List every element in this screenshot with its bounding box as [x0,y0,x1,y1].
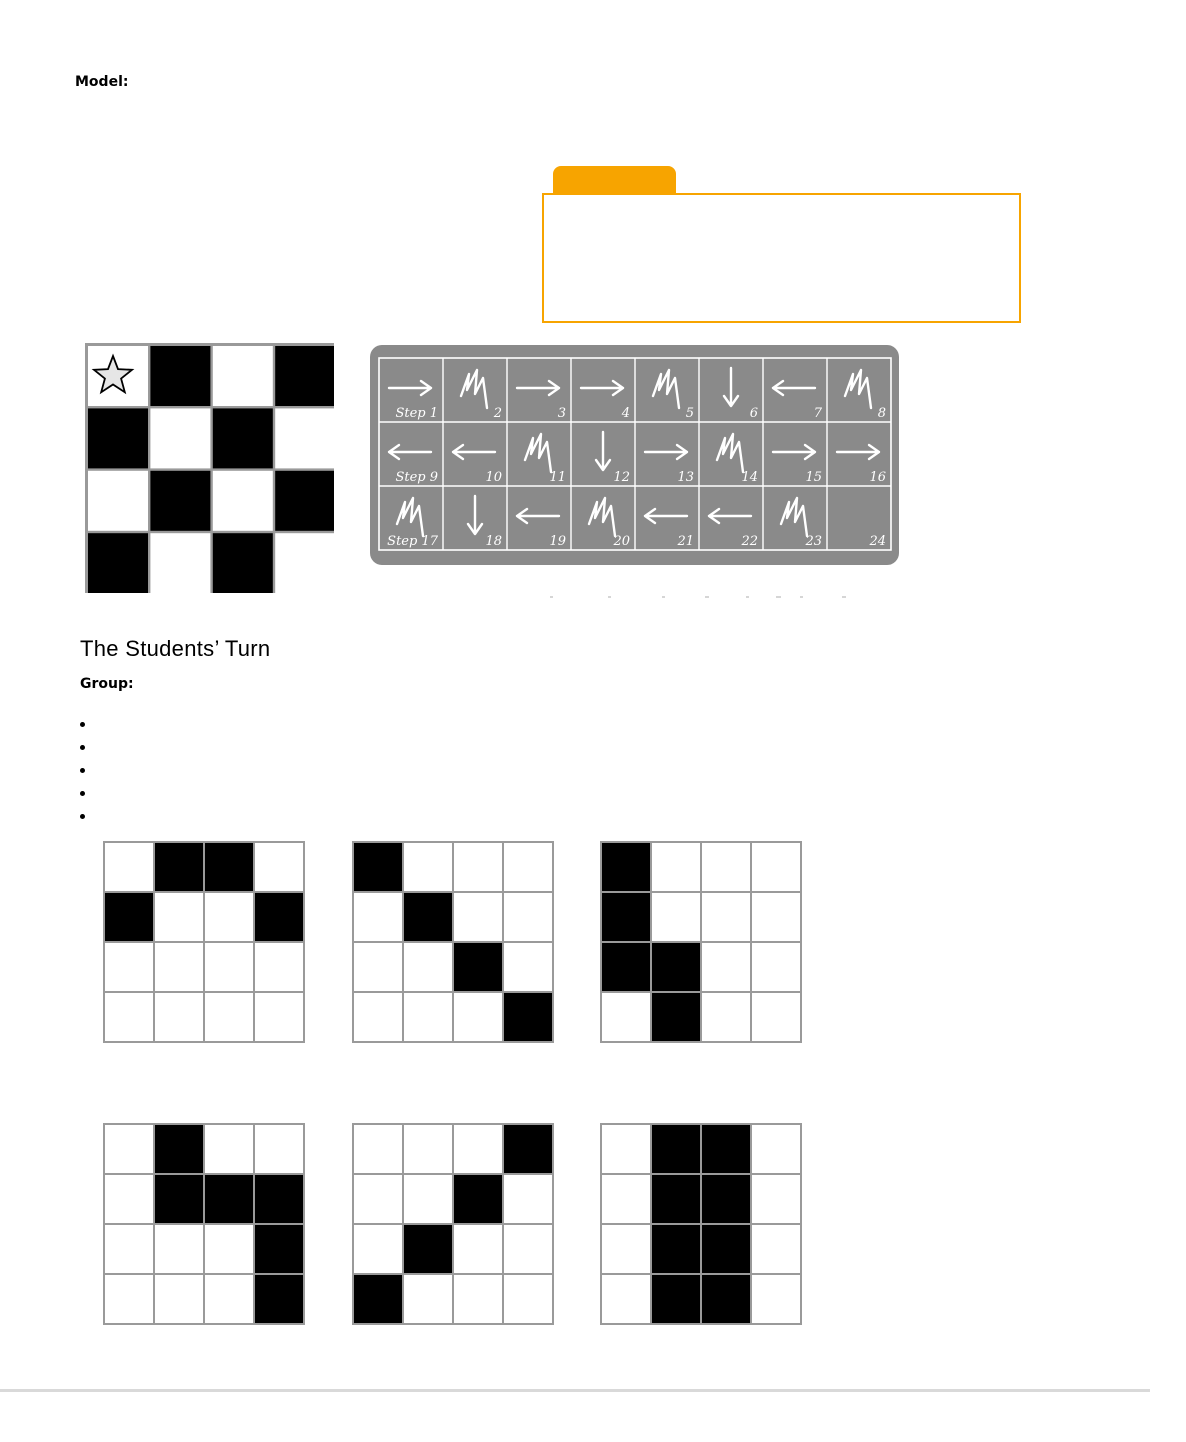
practice-grid-cell [353,1274,403,1324]
practice-grid-6 [600,1123,802,1325]
practice-grid-cell [701,1224,751,1274]
program-step-14 [717,434,758,485]
practice-grid-cell [701,1274,751,1324]
faint-caption-marks [550,590,860,600]
bullet-dot [80,814,85,819]
program-step-24 [868,534,886,549]
program-step-20 [589,498,630,549]
practice-grid-cell [651,1174,701,1224]
practice-grid-1 [103,841,305,1043]
practice-grid-cell [453,1224,503,1274]
step-number: 12 [613,470,630,485]
practice-grid-cell [701,1174,751,1224]
practice-grid-cell [651,1274,701,1324]
program-step-23 [781,498,822,549]
program-step-13 [645,445,694,485]
practice-grid-cell [651,942,701,992]
practice-grid-cell [751,842,801,892]
practice-grid-cell [651,1224,701,1274]
callout-tab [553,166,676,196]
bullet-item [80,760,95,779]
practice-grid-cell [601,1124,651,1174]
practice-grid-cell [503,892,553,942]
practice-grid-cell [104,1274,154,1324]
practice-grid-cell [701,892,751,942]
arrow-down-icon [596,432,610,470]
practice-grid-cell [353,892,403,942]
practice-grid-cell [751,1224,801,1274]
model-grid-cell [213,533,273,593]
fill-scribble-icon [461,370,487,408]
model-grid-cell [88,533,148,593]
practice-grid-cell [701,992,751,1042]
practice-grid-cell [453,992,503,1042]
arrow-left-icon [773,381,815,395]
practice-grid-2 [352,841,554,1043]
program-step-18 [468,496,502,549]
bullet-dot [80,791,85,796]
practice-grid-cell [154,992,204,1042]
fill-scribble-icon [845,370,871,408]
practice-grid-cell [453,942,503,992]
program-step-22 [709,509,758,549]
practice-grid-cell [204,1174,254,1224]
step-number: 16 [869,470,886,485]
practice-grid-cell [403,892,453,942]
practice-grid-cell [104,1224,154,1274]
practice-grid-cell [254,1274,304,1324]
practice-grid-cell [403,942,453,992]
arrow-down-icon [468,496,482,534]
arrow-right-icon [389,381,431,395]
practice-grid-cell [403,1274,453,1324]
practice-grid-cell [503,942,553,992]
step-number: 2 [493,406,502,421]
fill-scribble-icon [525,434,551,472]
step-number: 10 [485,470,502,485]
model-grid-cell [213,408,273,468]
practice-grid-cell [751,1274,801,1324]
practice-grid-cell [503,842,553,892]
step-number: Step 17 [387,534,438,549]
program-step-2 [461,370,502,421]
practice-grid-cell [154,842,204,892]
practice-grid-5 [352,1123,554,1325]
practice-grid-3 [600,841,802,1043]
practice-grid-cell [204,842,254,892]
practice-grid-cell [503,992,553,1042]
practice-grid-cell [601,1174,651,1224]
program-step-12 [596,432,630,485]
practice-grid-cell [453,1174,503,1224]
program-step-11 [525,434,566,485]
arrow-right-icon [837,445,879,459]
practice-grid-cell [651,1124,701,1174]
practice-grid-cell [154,1174,204,1224]
arrow-left-icon [709,509,751,523]
bullet-item [80,806,95,825]
program-step-1 [389,381,438,421]
arrow-left-icon [389,445,431,459]
step-number: 18 [485,534,502,549]
practice-grid-cell [701,1124,751,1174]
group-label: Group: [80,676,134,692]
program-step-3 [517,381,566,421]
practice-grid-cell [601,892,651,942]
model-grid-cell [275,533,334,593]
practice-grid-cell [751,892,801,942]
practice-grid-cell [254,1224,304,1274]
step-number: 3 [557,406,566,421]
practice-grid-cell [204,1224,254,1274]
model-grid-cell [150,471,210,531]
practice-grid-cell [601,1274,651,1324]
step-number: 6 [749,406,758,421]
practice-grid-cell [601,842,651,892]
step-number: 21 [677,534,694,549]
practice-grid-cell [651,892,701,942]
practice-grid-cell [254,842,304,892]
model-grid-cell [213,471,273,531]
practice-grid-cell [154,1274,204,1324]
practice-grid-cell [353,992,403,1042]
practice-grid-cell [503,1174,553,1224]
program-panel [370,345,899,565]
step-number: 22 [741,534,758,549]
step-number: 15 [805,470,822,485]
practice-grid-cell [154,892,204,942]
step-number: 20 [613,534,630,549]
practice-grid-cell [104,992,154,1042]
practice-grid-cell [751,1174,801,1224]
practice-grid-cell [453,1124,503,1174]
program-step-9 [389,445,438,485]
practice-grid-cell [701,842,751,892]
program-step-15 [773,445,822,485]
program-step-16 [837,445,886,485]
practice-grid-cell [601,992,651,1042]
practice-grid-cell [751,942,801,992]
step-number: Step 1 [395,406,438,421]
bullet-dot [80,722,85,727]
bullet-dot [80,745,85,750]
arrow-right-icon [517,381,559,395]
model-grid-cell [275,346,334,406]
practice-grid-cell [204,892,254,942]
model-grid-cell [88,408,148,468]
model-grid-cell [275,471,334,531]
model-grid-cell [150,346,210,406]
practice-grid-cell [403,1174,453,1224]
step-number: 19 [549,534,566,549]
model-grid-cell [150,408,210,468]
practice-grid-cell [701,942,751,992]
practice-grid-cell [503,1124,553,1174]
practice-grid-cell [453,842,503,892]
practice-grid-cell [353,1174,403,1224]
practice-grid-cell [503,1224,553,1274]
arrow-left-icon [517,509,559,523]
step-number: 8 [877,406,886,421]
practice-grid-cell [254,1174,304,1224]
practice-grid-cell [751,1124,801,1174]
practice-grid-cell [353,842,403,892]
section-title: The Students’ Turn [80,636,271,661]
practice-grid-cell [204,1274,254,1324]
practice-grid-cell [503,1274,553,1324]
program-step-8 [845,370,886,421]
fill-scribble-icon [781,498,807,536]
program-step-6 [724,368,758,421]
program-step-21 [645,509,694,549]
practice-grid-cell [751,992,801,1042]
program-step-19 [517,509,566,549]
practice-grid-cell [601,942,651,992]
model-grid-cell [150,533,210,593]
step-number: 5 [685,406,694,421]
step-number: Step 9 [395,470,438,485]
callout-box [542,193,1021,323]
practice-grid-cell [403,842,453,892]
practice-grid-cell [403,992,453,1042]
model-grid-cell [88,471,148,531]
model-grid-cell [275,408,334,468]
practice-grid-cell [104,942,154,992]
arrow-right-icon [773,445,815,459]
practice-grid-cell [104,1174,154,1224]
bullet-dot [80,768,85,773]
practice-grid-cell [204,942,254,992]
practice-grid-cell [651,842,701,892]
practice-grid-cell [204,1124,254,1174]
arrow-right-icon [581,381,623,395]
practice-grid-cell [104,892,154,942]
step-number: 24 [869,534,886,549]
step-number: 4 [621,406,630,421]
practice-grid-cell [453,892,503,942]
program-step-7 [773,381,823,421]
bullet-item [80,714,95,733]
practice-grid-cell [254,1124,304,1174]
step-number: 23 [805,534,822,549]
practice-grid-cell [154,1224,204,1274]
model-label: Model: [75,74,129,90]
practice-grid-4 [103,1123,305,1325]
fill-scribble-icon [653,370,679,408]
practice-grid-cell [353,1124,403,1174]
fill-scribble-icon [589,498,615,536]
step-number: 14 [741,470,758,485]
bullet-item [80,737,95,756]
program-step-4 [581,381,630,421]
practice-grid-cell [154,942,204,992]
arrow-down-icon [724,368,738,406]
program-step-17 [387,498,439,549]
step-number: 13 [677,470,694,485]
program-step-5 [653,370,694,421]
bullet-item [80,783,95,802]
practice-grid-cell [453,1274,503,1324]
step-number: 7 [813,406,822,421]
model-grid-cell [213,346,273,406]
arrow-right-icon [645,445,687,459]
practice-grid-cell [403,1224,453,1274]
practice-grid-cell [254,992,304,1042]
practice-grid-cell [651,992,701,1042]
practice-grid-cell [353,1224,403,1274]
footer-divider [0,1389,1150,1392]
practice-grid-cell [254,942,304,992]
practice-grid-cell [601,1224,651,1274]
practice-grid-cell [154,1124,204,1174]
practice-grid-cell [104,1124,154,1174]
practice-grid-cell [403,1124,453,1174]
fill-scribble-icon [397,498,423,536]
arrow-left-icon [645,509,687,523]
fill-scribble-icon [717,434,743,472]
practice-grid-cell [104,842,154,892]
program-step-10 [453,445,502,485]
practice-grid-cell [254,892,304,942]
practice-grid-cell [204,992,254,1042]
step-number: 11 [549,470,566,485]
practice-grid-cell [353,942,403,992]
arrow-left-icon [453,445,495,459]
model-grid [85,343,334,593]
